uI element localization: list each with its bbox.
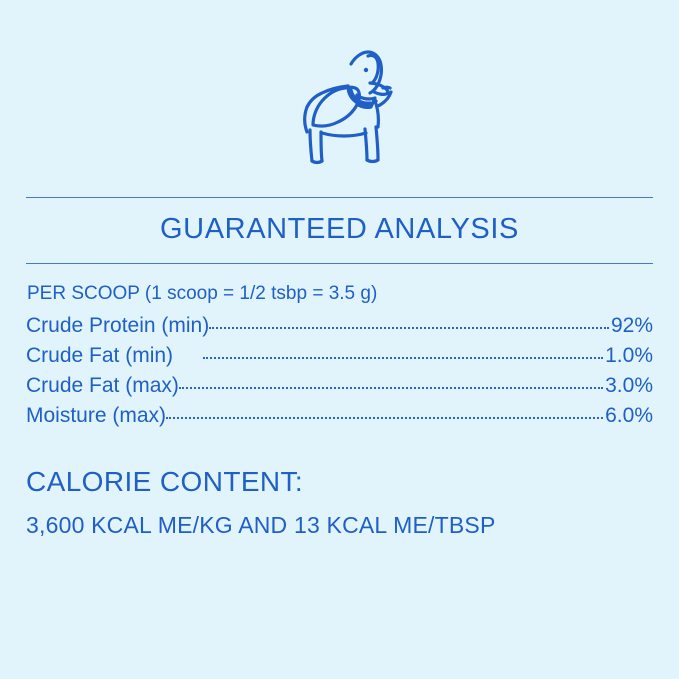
- analysis-row: [26, 374, 653, 398]
- brand-logo: [0, 34, 679, 174]
- analysis-row: [26, 314, 653, 338]
- analysis-value: 3.0%: [605, 374, 653, 397]
- leader-dots: [166, 411, 603, 419]
- leader-dots: [179, 381, 603, 389]
- analysis-value: 92%: [610, 314, 653, 337]
- page-title: GUARANTEED ANALYSIS: [160, 213, 519, 245]
- guaranteed-analysis-list: [26, 283, 653, 434]
- analysis-label: Crude Protein (min): [26, 314, 210, 337]
- analysis-value: 6.0%: [605, 404, 653, 427]
- analysis-label: Crude Fat (max): [26, 374, 179, 397]
- calorie-content-value: 3,600 KCAL ME/KG AND 13 KCAL ME/TBSP: [26, 512, 496, 538]
- divider-top: [26, 197, 653, 198]
- analysis-label: Crude Fat (min): [26, 344, 174, 367]
- serving-note: PER SCOOP (1 scoop = 1/2 tsbp = 3.5 g): [27, 283, 378, 304]
- analysis-label: Moisture (max): [26, 404, 167, 427]
- analysis-row: [26, 344, 653, 368]
- calorie-content-heading: CALORIE CONTENT:: [26, 466, 304, 497]
- leader-dots: [209, 321, 609, 329]
- divider-bottom: [26, 263, 653, 264]
- analysis-value: 1.0%: [605, 344, 653, 367]
- dog-with-cape-icon: [265, 34, 415, 174]
- analysis-row: [26, 404, 653, 428]
- leader-dots: [203, 351, 603, 359]
